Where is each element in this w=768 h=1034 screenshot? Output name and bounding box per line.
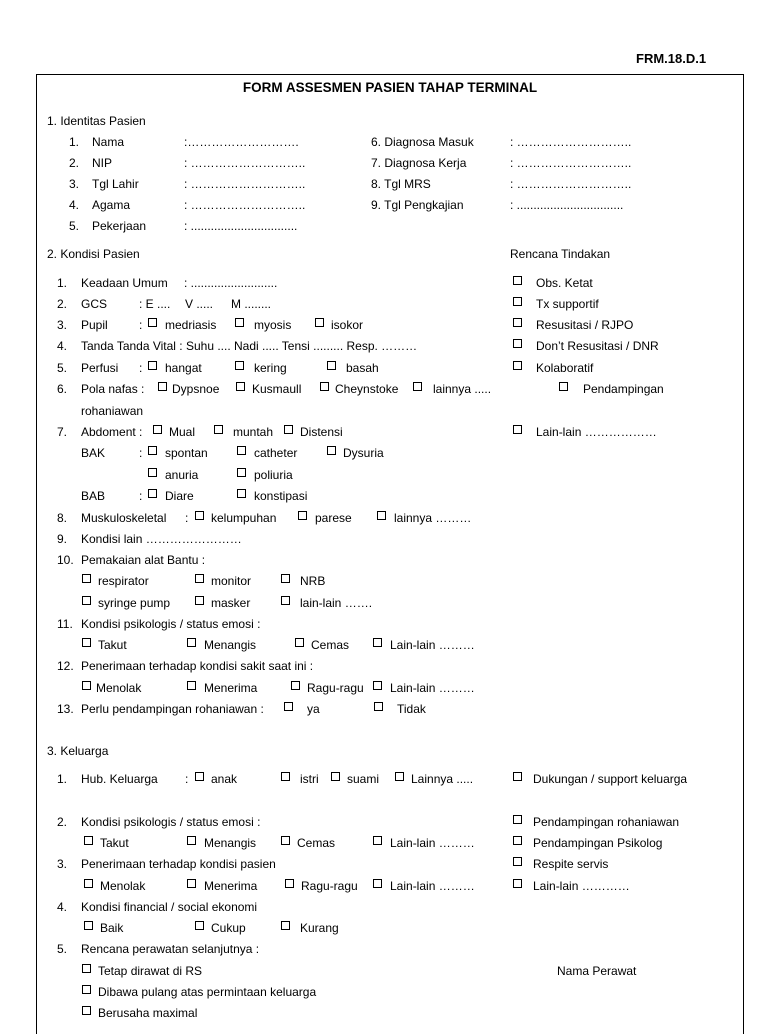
- field-label-diagnosa-masuk: 6. Diagnosa Masuk: [371, 135, 474, 149]
- checkbox-medriasis[interactable]: [148, 318, 157, 327]
- option-label: Takut: [100, 836, 129, 850]
- option-label: isokor: [331, 318, 364, 332]
- option-label: parese: [315, 511, 352, 525]
- field-value-agama[interactable]: : ………………………..: [184, 198, 306, 212]
- option-label: Menolak: [100, 879, 146, 893]
- plan-label: Lain-lain …………: [533, 879, 630, 893]
- field-num: 3.: [69, 177, 80, 191]
- checkbox-basah[interactable]: [327, 361, 336, 370]
- value-gcs-m[interactable]: M ........: [231, 297, 272, 311]
- checkbox-penerimaan-lain[interactable]: [373, 681, 382, 690]
- checkbox-hangat[interactable]: [148, 361, 157, 370]
- checkbox-pendampingan-psikolog[interactable]: [513, 836, 522, 845]
- option-label: Menerima: [204, 681, 258, 695]
- field-value-nama[interactable]: :……………………….: [184, 135, 299, 149]
- item-num: 9.: [57, 532, 68, 546]
- option-label: konstipasi: [254, 489, 308, 503]
- label-vital-signs: Tanda Tanda Vital : Suhu .... Nadi ..... Tensi ......... Resp. ………: [81, 339, 418, 353]
- value-gcs-e[interactable]: : E ....: [139, 297, 171, 311]
- option-label: Tidak: [397, 702, 426, 716]
- option-label: basah: [346, 361, 379, 375]
- section-identitas-heading: 1. Identitas Pasien: [47, 114, 146, 128]
- value-gcs-v[interactable]: V .....: [185, 297, 214, 311]
- item-num: 12.: [57, 659, 74, 673]
- field-label-diagnosa-kerja: 7. Diagnosa Kerja: [371, 156, 467, 170]
- plan-label: Obs. Ketat: [536, 276, 593, 290]
- option-label: Dypsnoe: [172, 382, 220, 396]
- option-label: Diare: [165, 489, 194, 503]
- section-kondisi-pasien-heading: 2. Kondisi Pasien: [47, 247, 140, 261]
- plan-label: Respite servis: [533, 857, 609, 871]
- option-label: Lain-lain ………: [390, 836, 475, 850]
- plan-label: Pendampingan: [583, 382, 664, 396]
- option-label: Dibawa pulang atas permintaan keluarga: [98, 985, 317, 999]
- checkbox-catheter[interactable]: [237, 446, 246, 455]
- item-num: 3.: [57, 318, 68, 332]
- checkbox-pola-lainnya[interactable]: [413, 382, 422, 391]
- label-keluarga-penerimaan: Penerimaan terhadap kondisi pasien: [81, 857, 276, 871]
- field-value-nip[interactable]: : ………………………..: [184, 156, 306, 170]
- checkbox-kel-cemas[interactable]: [281, 836, 290, 845]
- checkbox-syringe-pump[interactable]: [82, 596, 91, 605]
- field-label-tgl-pengkajian: 9. Tgl Pengkajian: [371, 198, 464, 212]
- checkbox-kering[interactable]: [235, 361, 244, 370]
- item-num: 4.: [57, 900, 68, 914]
- checkbox-dukungan-keluarga[interactable]: [513, 772, 522, 781]
- label-keluarga-psikologis: Kondisi psikologis / status emosi :: [81, 815, 261, 829]
- checkbox-tetap-dirawat[interactable]: [82, 964, 91, 973]
- nurse-name-label: Nama Perawat: [557, 964, 637, 978]
- checkbox-menerima[interactable]: [187, 681, 196, 690]
- wrapped-text-rohaniawan: rohaniawan: [81, 404, 144, 418]
- field-value-tgl-pengkajian[interactable]: : ................................: [510, 198, 624, 212]
- field-value-diagnosa-kerja[interactable]: : ………………………..: [510, 156, 632, 170]
- checkbox-kel-menangis[interactable]: [187, 836, 196, 845]
- item-num: 4.: [57, 339, 68, 353]
- option-label: poliuria: [254, 468, 293, 482]
- checkbox-dypsnoe[interactable]: [158, 382, 167, 391]
- item-num: 11.: [57, 617, 73, 631]
- field-num: 2.: [69, 156, 80, 170]
- label-bak: BAK: [81, 446, 106, 460]
- checkbox-respirator[interactable]: [82, 574, 91, 583]
- checkbox-pendampingan-rohaniawan[interactable]: [513, 815, 522, 824]
- label-rencana-perawatan: Rencana perawatan selanjutnya :: [81, 942, 260, 956]
- option-label: lain-lain …….: [300, 596, 373, 610]
- label-pendampingan-rohaniawan: Perlu pendampingan rohaniawan :: [81, 702, 264, 716]
- option-label: Lain-lain ………: [390, 879, 475, 893]
- option-label: monitor: [211, 574, 252, 588]
- item-num: 8.: [57, 511, 68, 525]
- checkbox-konstipasi[interactable]: [237, 489, 246, 498]
- checkbox-parese[interactable]: [298, 511, 307, 520]
- checkbox-tidak[interactable]: [374, 702, 383, 711]
- checkbox-anak[interactable]: [195, 772, 204, 781]
- label-bab: BAB: [81, 489, 106, 503]
- label-perfusi: Perfusi: [81, 361, 119, 375]
- field-label-nip: NIP: [92, 156, 113, 170]
- option-label: Menerima: [204, 879, 258, 893]
- item-num: 1.: [57, 276, 68, 290]
- checkbox-dysuria[interactable]: [327, 446, 336, 455]
- checkbox-takut[interactable]: [82, 638, 91, 647]
- checkbox-mual[interactable]: [153, 425, 162, 434]
- plan-label: Dukungan / support keluarga: [533, 772, 688, 786]
- option-label: kelumpuhan: [211, 511, 277, 525]
- checkbox-obs-ketat[interactable]: [513, 276, 522, 285]
- colon: :: [185, 511, 189, 525]
- plan-label: Lain-lain ………………: [536, 425, 657, 439]
- plan-label: Resusitasi / RJPO: [536, 318, 634, 332]
- field-num: 1.: [69, 135, 80, 149]
- checkbox-masker[interactable]: [195, 596, 204, 605]
- checkbox-kusmaull[interactable]: [236, 382, 245, 391]
- plan-label: Tx supportif: [536, 297, 599, 311]
- item-num: 2.: [57, 815, 68, 829]
- field-label-agama: Agama: [92, 198, 131, 212]
- checkbox-musk-lainnya[interactable]: [377, 511, 386, 520]
- field-value-tgl-lahir[interactable]: : ………………………..: [184, 177, 306, 191]
- option-label: Menangis: [204, 836, 257, 850]
- field-label-tgl-lahir: Tgl Lahir: [92, 177, 139, 191]
- checkbox-spontan[interactable]: [148, 446, 157, 455]
- checkbox-pendampingan[interactable]: [559, 382, 568, 391]
- checkbox-respite-servis[interactable]: [513, 857, 522, 866]
- field-value-tgl-mrs[interactable]: : ………………………..: [510, 177, 632, 191]
- label-psikologis: Kondisi psikologis / status emosi :: [81, 617, 261, 631]
- option-label: kering: [254, 361, 287, 375]
- option-label: Ragu-ragu: [301, 879, 358, 893]
- checkbox-cukup[interactable]: [195, 921, 204, 930]
- option-label: anuria: [165, 468, 199, 482]
- option-label: catheter: [254, 446, 298, 460]
- checkbox-cheynstoke[interactable]: [320, 382, 329, 391]
- checkbox-tx-supportif[interactable]: [513, 297, 522, 306]
- option-label: istri: [300, 772, 319, 786]
- option-label: Takut: [98, 638, 127, 652]
- label-penerimaan-sakit: Penerimaan terhadap kondisi sakit saat ini :: [81, 659, 314, 673]
- option-label: Cemas: [311, 638, 350, 652]
- plan-label: Pendampingan rohaniawan: [533, 815, 680, 829]
- form-title: FORM ASSESMEN PASIEN TAHAP TERMINAL: [242, 80, 538, 95]
- option-label: Dysuria: [343, 446, 384, 460]
- option-label: muntah: [233, 425, 274, 439]
- checkbox-kel-penerimaan-lain[interactable]: [373, 879, 382, 888]
- option-label: Tetap dirawat di RS: [98, 964, 203, 978]
- checkbox-istri[interactable]: [281, 772, 290, 781]
- checkbox-hub-lainnya[interactable]: [395, 772, 404, 781]
- option-label: lainnya ………: [394, 511, 472, 525]
- checkbox-kel-ragu-ragu[interactable]: [285, 879, 294, 888]
- label-pupil: Pupil: [81, 318, 108, 332]
- option-label: NRB: [300, 574, 326, 588]
- option-label: respirator: [98, 574, 149, 588]
- item-num: 10.: [57, 553, 74, 567]
- label-muskuloskeletal: Muskuloskeletal: [81, 511, 167, 525]
- checkbox-berusaha-maximal[interactable]: [82, 1006, 91, 1015]
- label-kondisi-financial: Kondisi financial / social ekonomi: [81, 900, 258, 914]
- item-num: 13.: [57, 702, 74, 716]
- form-code: FRM.18.D.1: [636, 51, 707, 66]
- checkbox-dibawa-pulang[interactable]: [82, 985, 91, 994]
- checkbox-kel-plan-lain[interactable]: [513, 879, 522, 888]
- field-value-diagnosa-masuk[interactable]: : ………………………..: [510, 135, 632, 149]
- option-label: Cheynstoke: [335, 382, 399, 396]
- checkbox-suami[interactable]: [331, 772, 340, 781]
- checkbox-cemas[interactable]: [295, 638, 304, 647]
- field-label-pekerjaan: Pekerjaan: [92, 219, 147, 233]
- option-label: Lain-lain ………: [390, 681, 475, 695]
- checkbox-menangis[interactable]: [187, 638, 196, 647]
- item-num: 6.: [57, 382, 68, 396]
- option-label: Menolak: [96, 681, 142, 695]
- checkbox-kurang[interactable]: [281, 921, 290, 930]
- item-num: 5.: [57, 942, 68, 956]
- option-label: Kusmaull: [252, 382, 302, 396]
- checkbox-kel-menerima[interactable]: [187, 879, 196, 888]
- checkbox-menolak[interactable]: [82, 681, 91, 690]
- colon: :: [139, 489, 143, 503]
- option-label: myosis: [254, 318, 292, 332]
- option-label: Berusaha maximal: [98, 1006, 198, 1020]
- option-label: masker: [211, 596, 251, 610]
- option-label: Distensi: [300, 425, 343, 439]
- field-label-nama: Nama: [92, 135, 125, 149]
- label-alat-bantu: Pemakaian alat Bantu :: [81, 553, 206, 567]
- checkbox-monitor[interactable]: [195, 574, 204, 583]
- item-num: 2.: [57, 297, 68, 311]
- option-label: suami: [347, 772, 380, 786]
- colon: :: [139, 318, 143, 332]
- checkbox-dnr[interactable]: [513, 339, 522, 348]
- checkbox-kel-emosi-lain[interactable]: [373, 836, 382, 845]
- checkbox-ya[interactable]: [284, 702, 293, 711]
- option-label: Lainnya .....: [411, 772, 474, 786]
- checkbox-poliuria[interactable]: [237, 468, 246, 477]
- checkbox-anuria[interactable]: [148, 468, 157, 477]
- field-num: 5.: [69, 219, 80, 233]
- checkbox-distensi[interactable]: [284, 425, 293, 434]
- colon: :: [139, 446, 143, 460]
- label-kondisi-lain: Kondisi lain ……………………: [81, 532, 242, 546]
- label-pola-nafas: Pola nafas :: [81, 382, 145, 396]
- checkbox-isokor[interactable]: [315, 318, 324, 327]
- option-label: anak: [211, 772, 238, 786]
- checkbox-kel-takut[interactable]: [84, 836, 93, 845]
- option-label: Baik: [100, 921, 124, 935]
- option-label: Cukup: [211, 921, 246, 935]
- option-label: Mual: [169, 425, 196, 439]
- value-keadaan-umum[interactable]: : ..........................: [184, 276, 278, 290]
- checkbox-emosi-lain[interactable]: [373, 638, 382, 647]
- checkbox-muntah[interactable]: [214, 425, 223, 434]
- label-gcs: GCS: [81, 297, 108, 311]
- checkbox-kolaboratif[interactable]: [513, 361, 522, 370]
- option-label: Lain-lain ………: [390, 638, 475, 652]
- checkbox-ragu-ragu[interactable]: [291, 681, 300, 690]
- option-label: medriasis: [165, 318, 217, 332]
- field-num: 4.: [69, 198, 80, 212]
- plan-label: Kolaboratif: [536, 361, 594, 375]
- checkbox-kelumpuhan[interactable]: [195, 511, 204, 520]
- section-keluarga-heading: 3. Keluarga: [47, 744, 109, 758]
- option-label: Kurang: [300, 921, 339, 935]
- checkbox-resusitasi[interactable]: [513, 318, 522, 327]
- checkbox-diare[interactable]: [148, 489, 157, 498]
- checkbox-myosis[interactable]: [235, 318, 244, 327]
- label-abdoment: Abdoment :: [81, 425, 143, 439]
- plan-label: Pendampingan Psikolog: [533, 836, 663, 850]
- option-label: Cemas: [297, 836, 336, 850]
- item-num: 5.: [57, 361, 68, 375]
- plan-label: Don’t Resusitasi / DNR: [536, 339, 659, 353]
- option-label: lainnya .....: [433, 382, 492, 396]
- item-num: 7.: [57, 425, 68, 439]
- checkbox-baik[interactable]: [84, 921, 93, 930]
- option-label: hangat: [165, 361, 202, 375]
- colon: :: [185, 772, 189, 786]
- label-hub-keluarga: Hub. Keluarga: [81, 772, 158, 786]
- option-label: Menangis: [204, 638, 257, 652]
- checkbox-nrb[interactable]: [281, 574, 290, 583]
- option-label: Ragu-ragu: [307, 681, 364, 695]
- rencana-tindakan-heading: Rencana Tindakan: [510, 247, 611, 261]
- option-label: spontan: [165, 446, 208, 460]
- field-value-pekerjaan[interactable]: : ................................: [184, 219, 298, 233]
- label-keadaan-umum: Keadaan Umum: [81, 276, 168, 290]
- field-label-tgl-mrs: 8. Tgl MRS: [371, 177, 431, 191]
- checkbox-kel-menolak[interactable]: [84, 879, 93, 888]
- checkbox-plan-lain[interactable]: [513, 425, 522, 434]
- checkbox-alat-lain[interactable]: [281, 596, 290, 605]
- item-num: 1.: [57, 772, 68, 786]
- colon: :: [139, 361, 143, 375]
- option-label: ya: [307, 702, 320, 716]
- option-label: syringe pump: [98, 596, 171, 610]
- item-num: 3.: [57, 857, 68, 871]
